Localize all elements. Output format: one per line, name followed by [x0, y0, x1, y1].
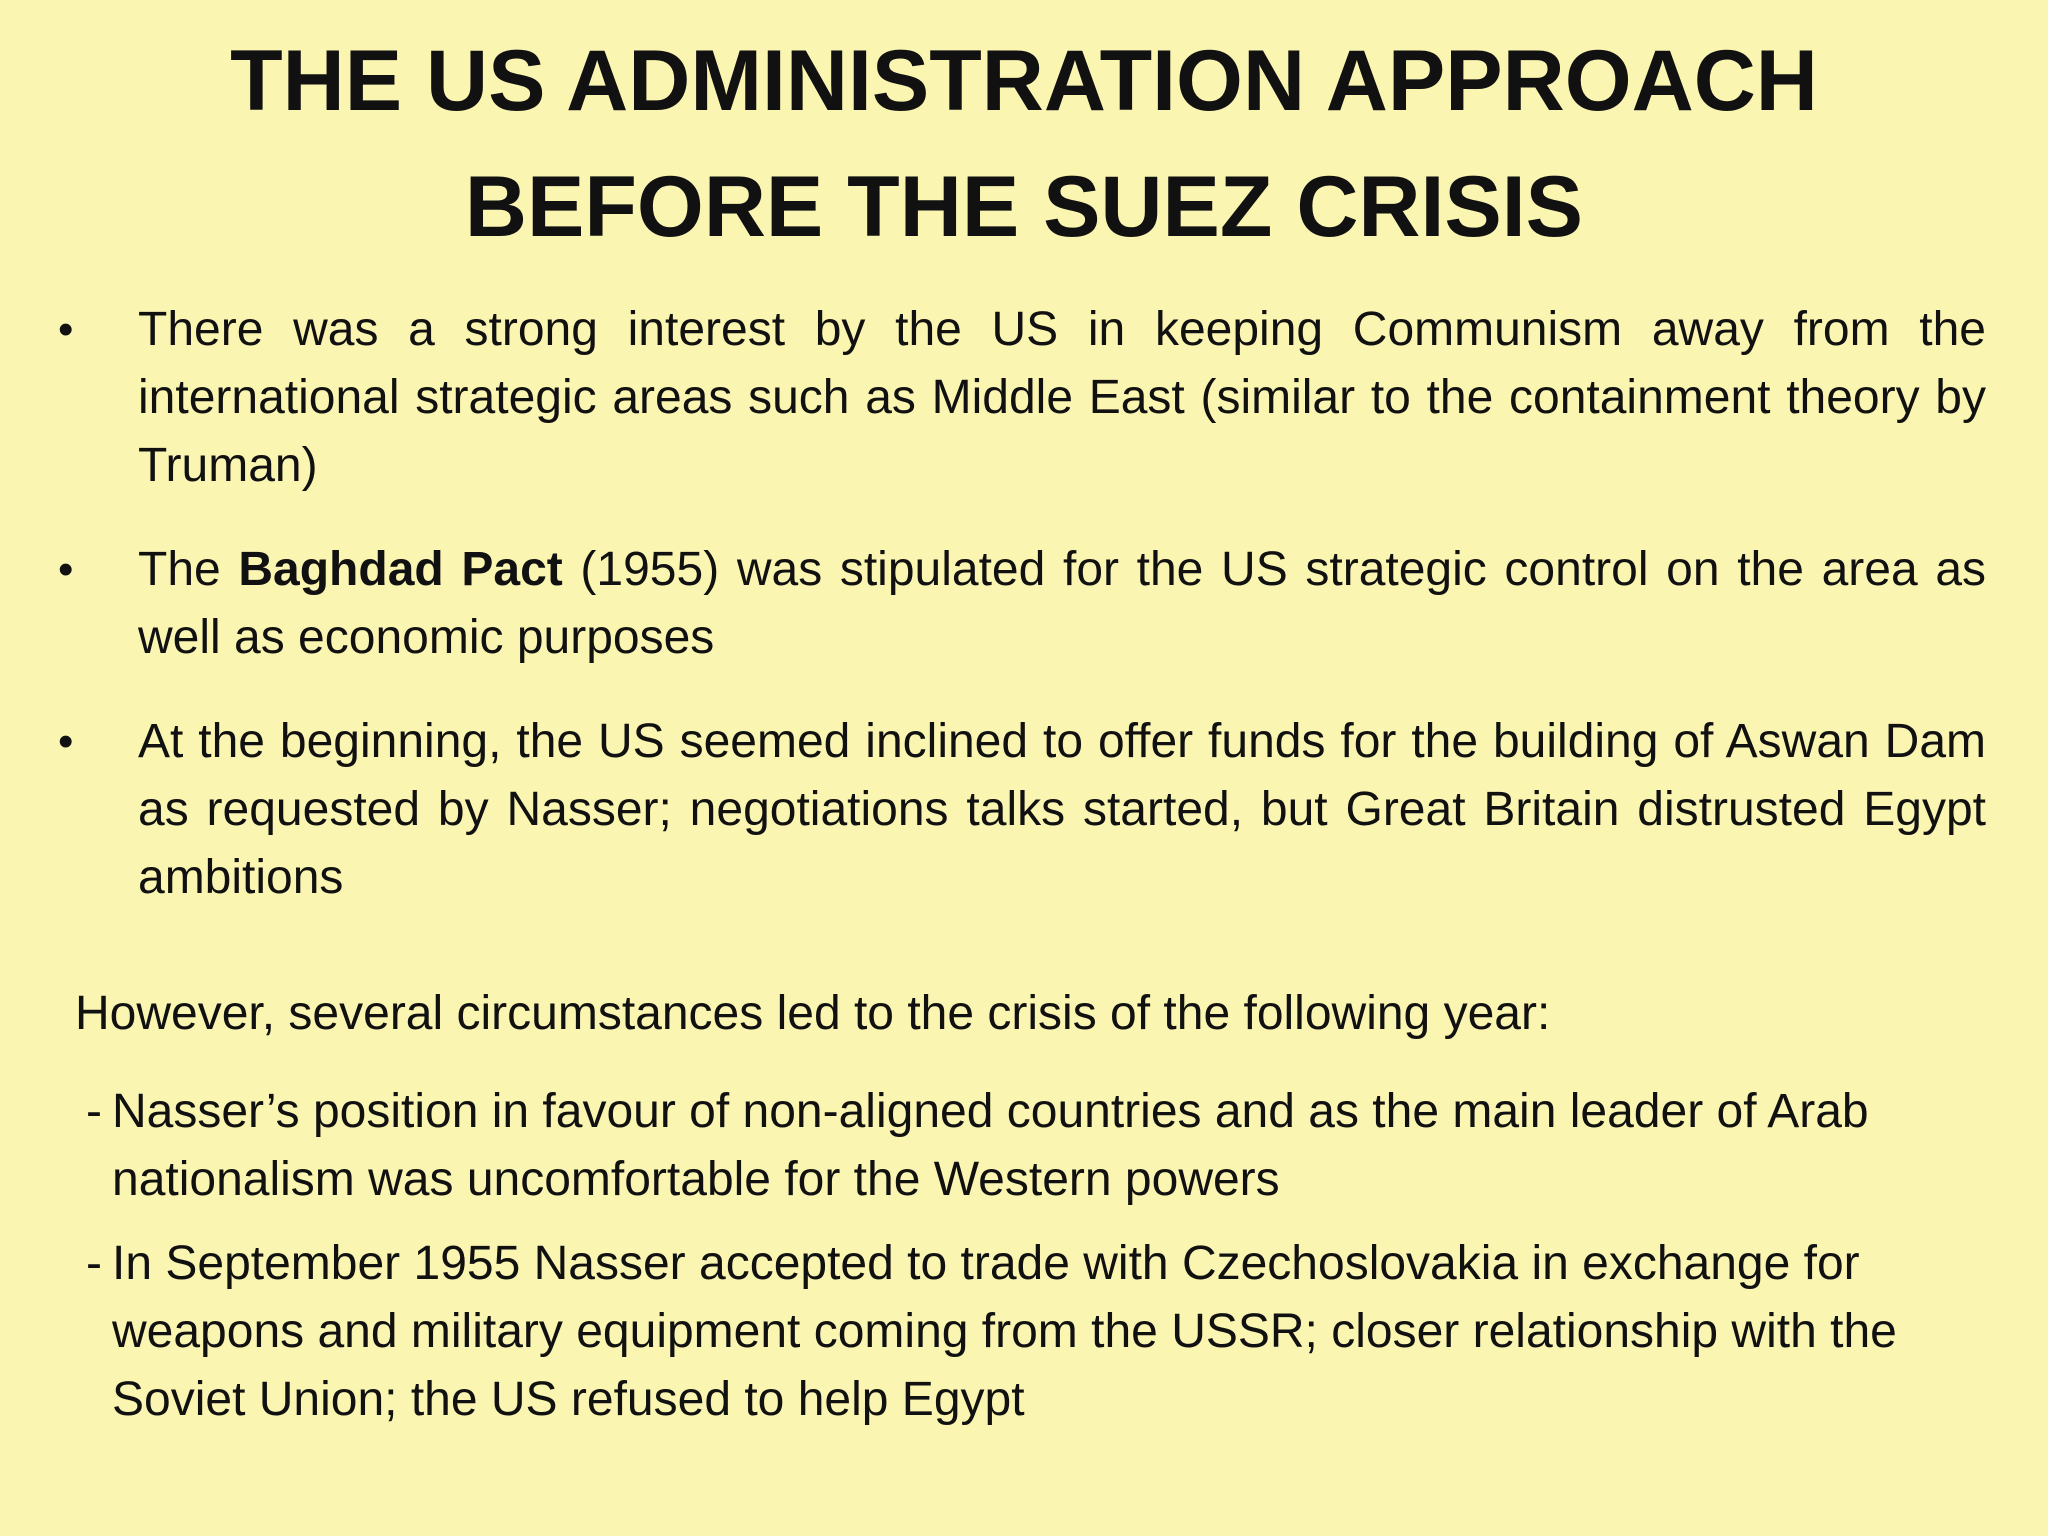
slide-title-line-2: BEFORE THE SUEZ CRISIS: [464, 159, 1584, 255]
dash-mark: -: [86, 1237, 102, 1290]
bullet-text-pre: The: [138, 543, 239, 596]
dash-item-czechoslovakia: [0, 1230, 2048, 1434]
however-paragraph: However, several circumstances led to the crisis of the following year:: [75, 987, 1551, 1040]
slide-title-line-1: THE US ADMINISTRATION APPROACH: [230, 33, 1818, 129]
dash-mark: -: [86, 1085, 102, 1138]
bullet-text: There was a strong interest by the US in keeping Communism away from the international strategic areas such as Middle East (similar to the containment theory by Truman): [138, 303, 1986, 492]
dash-item-non-aligned: [0, 1078, 2048, 1214]
slide-title: [0, 18, 2048, 270]
bullet-text-post: (1955) was stipulated for the US strategic control on the area as well as economic purposes: [138, 543, 1987, 664]
bullet-dot-icon: •: [58, 305, 74, 354]
dash-list: [0, 1078, 2048, 1450]
bullet-item-aswan-dam: [0, 708, 2048, 912]
bullet-item-containment: [0, 296, 2048, 500]
dash-item-text: Nasser’s position in favour of non-aligned countries and as the main leader of Arab nationalism was uncomfortable for the Western powers: [112, 1085, 1869, 1206]
bullet-dot-icon: •: [58, 717, 74, 766]
bullet-list: [0, 296, 2048, 948]
bullet-text-bold: Baghdad Pact: [238, 543, 563, 596]
bullet-dot-icon: •: [58, 545, 74, 594]
bullet-text: At the beginning, the US seemed inclined to offer funds for the building of Aswan Dam as requested by Nasser; negotiations talks started, but Great Britain distrusted Egypt ambitions: [138, 715, 1986, 904]
bullet-item-baghdad-pact: [0, 536, 2048, 672]
dash-item-text: In September 1955 Nasser accepted to trade with Czechoslovakia in exchange for weapons and military equipment coming from the USSR; closer relationship with the Soviet Union; the US refused to help Egypt: [112, 1237, 1897, 1426]
